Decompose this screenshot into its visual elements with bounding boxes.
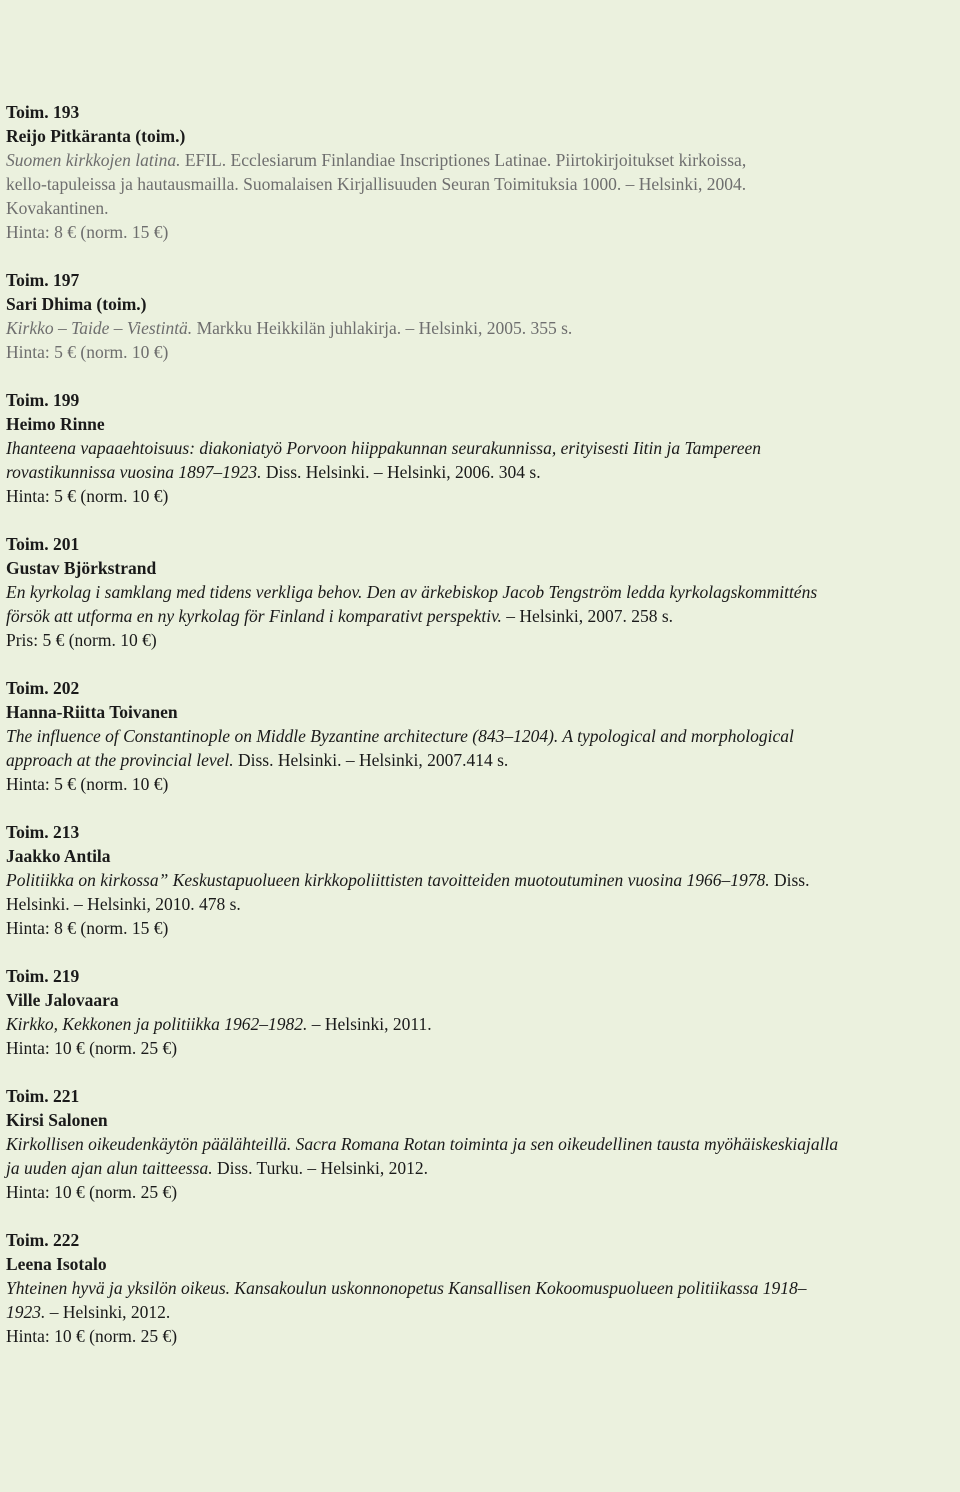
author-name: Heimo Rinne xyxy=(6,414,105,434)
publication-details: Diss. Helsinki. – Helsinki, 2007.414 s. xyxy=(233,750,509,770)
publication-entry xyxy=(6,388,946,508)
publication-details: – Helsinki, 2007. 258 s. xyxy=(501,606,674,626)
publication-details: – Helsinki, 2012. xyxy=(45,1302,171,1322)
description-line xyxy=(6,868,946,892)
book-title: Ihanteena vapaaehtoisuus: diakoniatyö Porvoon hiippakunnan seurakunnissa, erityisesti Iitin ja Tampereen xyxy=(6,438,761,458)
price-line: Hinta: 10 € (norm. 25 €) xyxy=(6,1182,178,1202)
price-line: Hinta: 10 € (norm. 25 €) xyxy=(6,1038,178,1058)
publication-entry xyxy=(6,268,946,364)
publication-entry xyxy=(6,532,946,652)
publication-details: Diss. Helsinki. – Helsinki, 2006. 304 s. xyxy=(261,462,541,482)
publication-details: Diss. Turku. – Helsinki, 2012. xyxy=(212,1158,428,1178)
book-title: Kirkko – Taide – Viestintä. xyxy=(6,318,193,338)
author-name: Gustav Björkstrand xyxy=(6,558,157,578)
price-line: Hinta: 8 € (norm. 15 €) xyxy=(6,918,169,938)
publication-entry xyxy=(6,100,946,244)
series-number: Toim. 222 xyxy=(6,1230,80,1250)
publication-entry xyxy=(6,1228,946,1348)
price-line: Hinta: 5 € (norm. 10 €) xyxy=(6,342,169,362)
description-line xyxy=(6,1300,946,1324)
publication-details: Markku Heikkilän juhlakirja. – Helsinki, 2005. 355 s. xyxy=(192,318,573,338)
publication-entry xyxy=(6,820,946,940)
publication-details: – Helsinki, 2011. xyxy=(307,1014,432,1034)
publication-details: kello-tapuleissa ja hautausmailla. Suomalaisen Kirjallisuuden Seuran Toimituksia 1000. – Helsinki, 2004. xyxy=(6,174,747,194)
author-name: Reijo Pitkäranta (toim.) xyxy=(6,126,186,146)
description-line xyxy=(6,436,946,460)
series-number: Toim. 202 xyxy=(6,678,80,698)
description-line xyxy=(6,196,946,220)
book-title: 1923. xyxy=(6,1302,46,1322)
author-name: Ville Jalovaara xyxy=(6,990,119,1010)
description-line xyxy=(6,604,946,628)
description-line xyxy=(6,1276,946,1300)
description-line xyxy=(6,1132,946,1156)
publication-entry xyxy=(6,1084,946,1204)
series-number: Toim. 197 xyxy=(6,270,80,290)
series-number: Toim. 199 xyxy=(6,390,80,410)
publication-details: Diss. xyxy=(769,870,810,890)
series-number: Toim. 201 xyxy=(6,534,80,554)
series-number: Toim. 221 xyxy=(6,1086,80,1106)
description-line xyxy=(6,460,946,484)
price-line: Hinta: 5 € (norm. 10 €) xyxy=(6,486,169,506)
book-title: The influence of Constantinople on Middle Byzantine architecture (843–1204). A typological and morphological xyxy=(6,726,794,746)
description-line xyxy=(6,172,946,196)
description-line xyxy=(6,580,946,604)
book-title: Kirkko, Kekkonen ja politiikka 1962–1982. xyxy=(6,1014,308,1034)
series-number: Toim. 213 xyxy=(6,822,80,842)
author-name: Leena Isotalo xyxy=(6,1254,107,1274)
book-title: försök att utforma en ny kyrkolag för Finland i komparativt perspektiv. xyxy=(6,606,502,626)
book-title: Suomen kirkkojen latina. xyxy=(6,150,181,170)
description-line xyxy=(6,316,946,340)
author-name: Kirsi Salonen xyxy=(6,1110,108,1130)
author-name: Sari Dhima (toim.) xyxy=(6,294,147,314)
book-title: Yhteinen hyvä ja yksilön oikeus. Kansakoulun uskonnonopetus Kansallisen Kokoomuspuolueen politiikassa 1918– xyxy=(6,1278,807,1298)
book-title: approach at the provincial level. xyxy=(6,750,234,770)
book-title: Politiikka on kirkossa” Keskustapuolueen kirkkopoliittisten tavoitteiden muotoutuminen vuosina 1966–1978. xyxy=(6,870,770,890)
price-line: Hinta: 10 € (norm. 25 €) xyxy=(6,1326,178,1346)
publication-details: EFIL. Ecclesiarum Finlandiae Inscriptiones Latinae. Piirtokirjoitukset kirkoissa, xyxy=(180,150,747,170)
price-line: Pris: 5 € (norm. 10 €) xyxy=(6,630,157,650)
price-line: Hinta: 5 € (norm. 10 €) xyxy=(6,774,169,794)
publication-details: Kovakantinen. xyxy=(6,198,109,218)
description-line xyxy=(6,1156,946,1180)
book-title: rovastikunnissa vuosina 1897–1923. xyxy=(6,462,262,482)
description-line xyxy=(6,1012,946,1036)
description-line xyxy=(6,892,946,916)
description-line xyxy=(6,148,946,172)
series-number: Toim. 193 xyxy=(6,102,80,122)
description-line xyxy=(6,748,946,772)
publication-details: Helsinki. – Helsinki, 2010. 478 s. xyxy=(6,894,241,914)
book-title: En kyrkolag i samklang med tidens verkliga behov. Den av ärkebiskop Jacob Tengström ledda kyrkolagskommitténs xyxy=(6,582,818,602)
price-line: Hinta: 8 € (norm. 15 €) xyxy=(6,222,169,242)
publication-entry xyxy=(6,676,946,796)
book-title: Kirkollisen oikeudenkäytön päälähteillä. Sacra Romana Rotan toiminta ja sen oikeudellinen tausta myöhäiskeskiajalla xyxy=(6,1134,839,1154)
author-name: Hanna-Riitta Toivanen xyxy=(6,702,178,722)
book-title: ja uuden ajan alun taitteessa. xyxy=(6,1158,213,1178)
author-name: Jaakko Antila xyxy=(6,846,111,866)
series-number: Toim. 219 xyxy=(6,966,80,986)
publication-entry xyxy=(6,964,946,1060)
description-line xyxy=(6,724,946,748)
